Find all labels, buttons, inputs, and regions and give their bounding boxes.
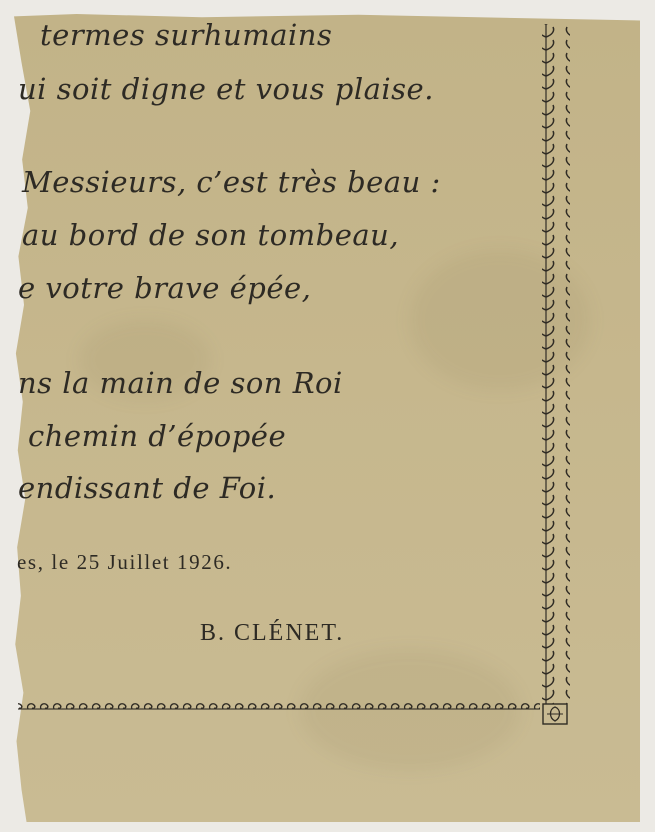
poem-line-7: chemin d’épopée: [28, 419, 287, 453]
poem-line-4: au bord de son tombeau,: [22, 218, 400, 252]
poem-line-5: e votre brave épée,: [18, 271, 312, 305]
horizontal-border-strip: [18, 703, 540, 717]
corner-ornament: [543, 704, 567, 724]
vertical-border-strip: [542, 24, 570, 704]
poem-line-8: endissant de Foi.: [18, 471, 277, 505]
place-date: es, le 25 Juillet 1926.: [17, 550, 233, 574]
poem-line-6: ns la main de son Roi: [18, 366, 343, 400]
poem-line-3: Messieurs, c’est très beau :: [22, 165, 441, 199]
signature: B. CLÉNET.: [200, 620, 345, 646]
poem-line-2: ui soit digne et vous plaise.: [18, 72, 434, 106]
poem-line-1: termes surhumains: [40, 18, 333, 52]
